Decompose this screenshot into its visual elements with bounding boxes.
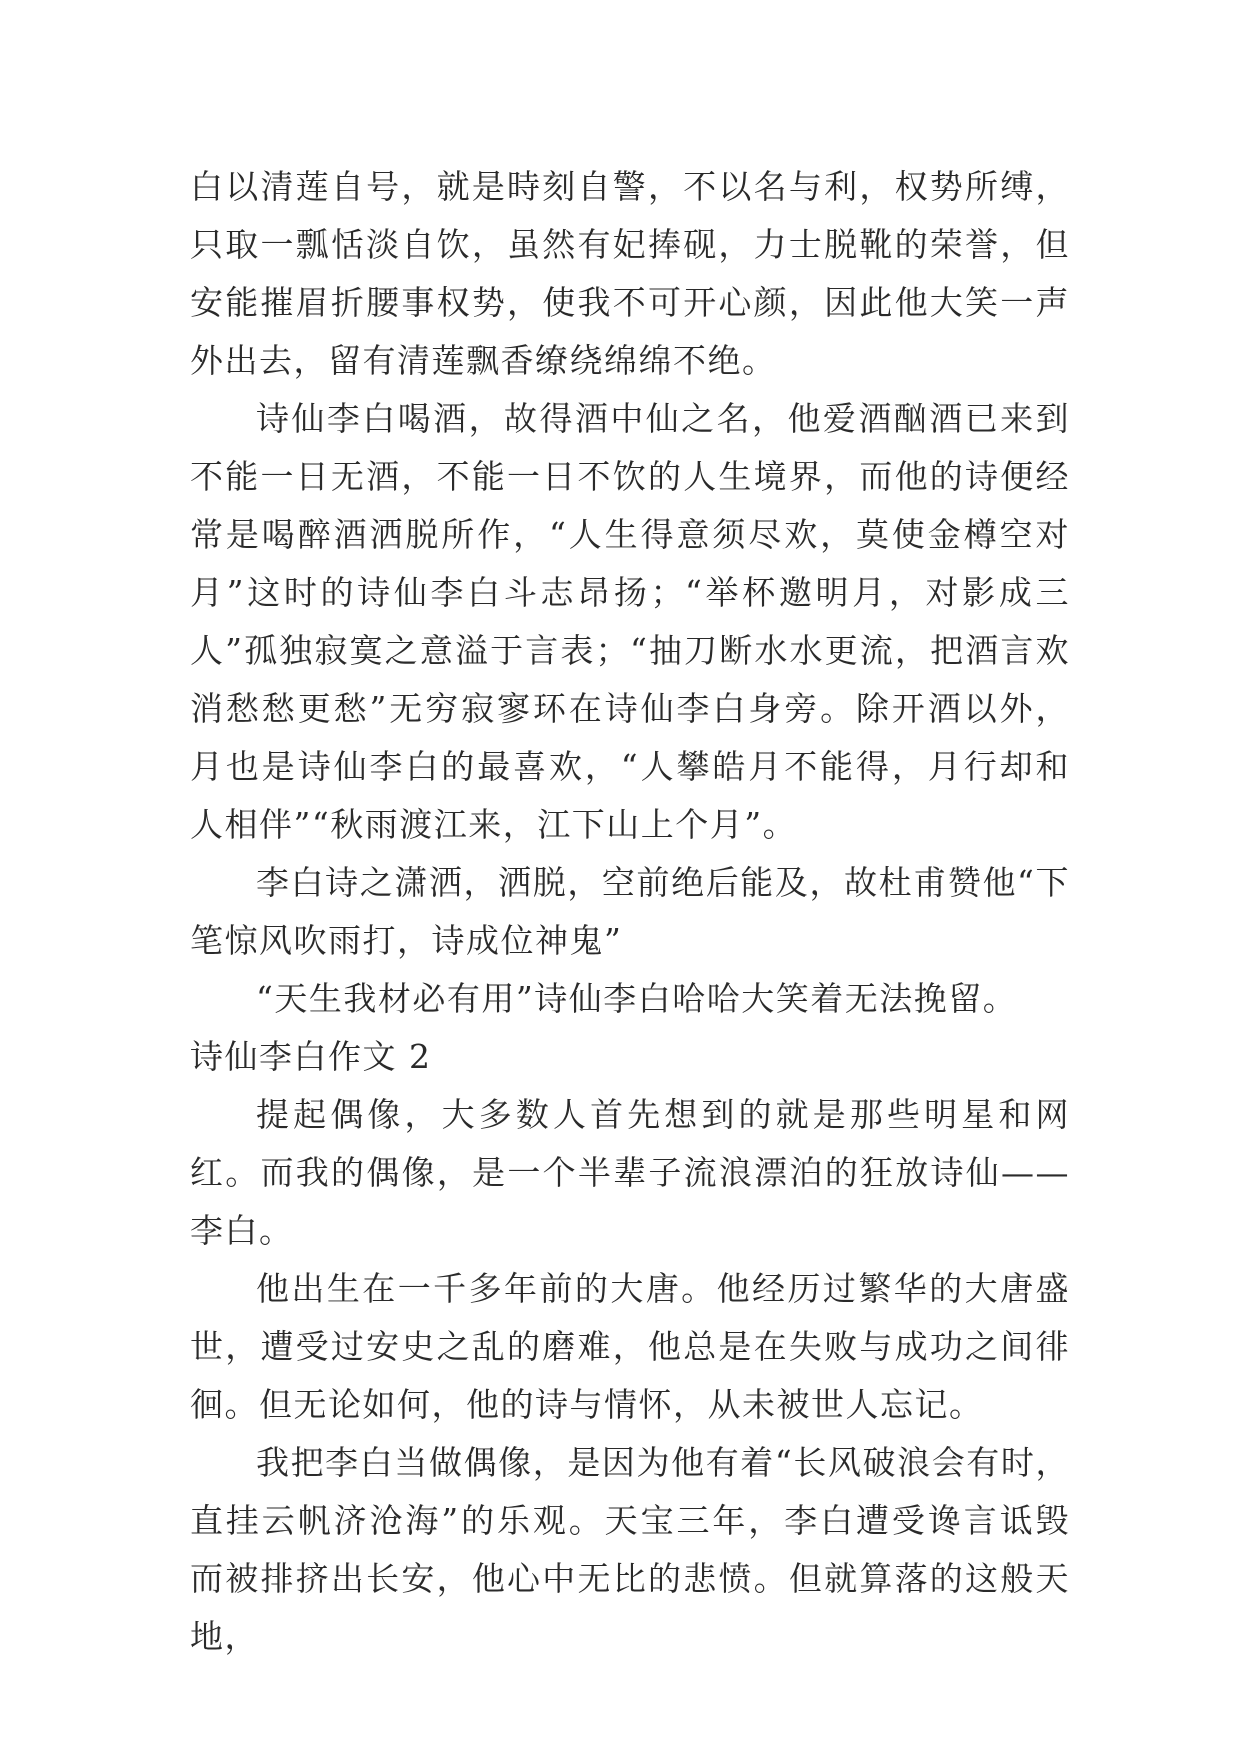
paragraph-du-fu: 李白诗之潇洒，洒脱，空前绝后能及，故杜甫赞他“下笔惊风吹雨打，诗成位神鬼” [190,863,1070,960]
paragraph-continuation: 白以清莲自号，就是時刻自警，不以名与利，权势所缚，只取一瓢恬淡自饮，虽然有妃捧砚，力士脱靴的荣誉，但安能摧眉折腰事权势，使我不可开心颜，因此他大笑一声外出去，留有清莲飘香缭绕绵绵不绝。 [190,167,1070,380]
paragraph-wine: 诗仙李白喝酒，故得酒中仙之名，他爱酒酗酒已来到不能一日无酒，不能一日不饮的人生境界，而他的诗便经常是喝醉酒洒脱所作，“人生得意须尽欢，莫使金樽空对月”这时的诗仙李白斗志昂扬；“举杯邀明月，对影成三人”孤独寂寞之意溢于言表；“抽刀断水水更流，把酒言欢消愁愁更愁”无穷寂寥环在诗仙李白身旁。除开酒以外，月也是诗仙李白的最喜欢，“人攀皓月不能得，月行却和人相伴”“秋雨渡江来，江下山上个月”。 [190,399,1070,844]
paragraph-tang: 他出生在一千多年前的大唐。他经历过繁华的大唐盛世，遭受过安史之乱的磨难，他总是在失败与成功之间徘徊。但无论如何，他的诗与情怀，从未被世人忘记。 [190,1269,1070,1424]
document-body [190,158,1070,1666]
paragraph-talent: “天生我材必有用”诗仙李白哈哈大笑着无法挽留。 [256,979,1018,1018]
paragraph-idol: 提起偶像，大多数人首先想到的就是那些明星和网红。而我的偶像，是一个半辈子流浪漂泊的狂放诗仙——李白。 [190,1095,1070,1250]
paragraph-optimism: 我把李白当做偶像，是因为他有着“长风破浪会有时，直挂云帆济沧海”的乐观。天宝三年，李白遭受谗言诋毁而被排挤出长安，他心中无比的悲愤。但就算落的这般天地， [190,1443,1070,1656]
section-title: 诗仙李白作文 2 [190,1037,432,1076]
